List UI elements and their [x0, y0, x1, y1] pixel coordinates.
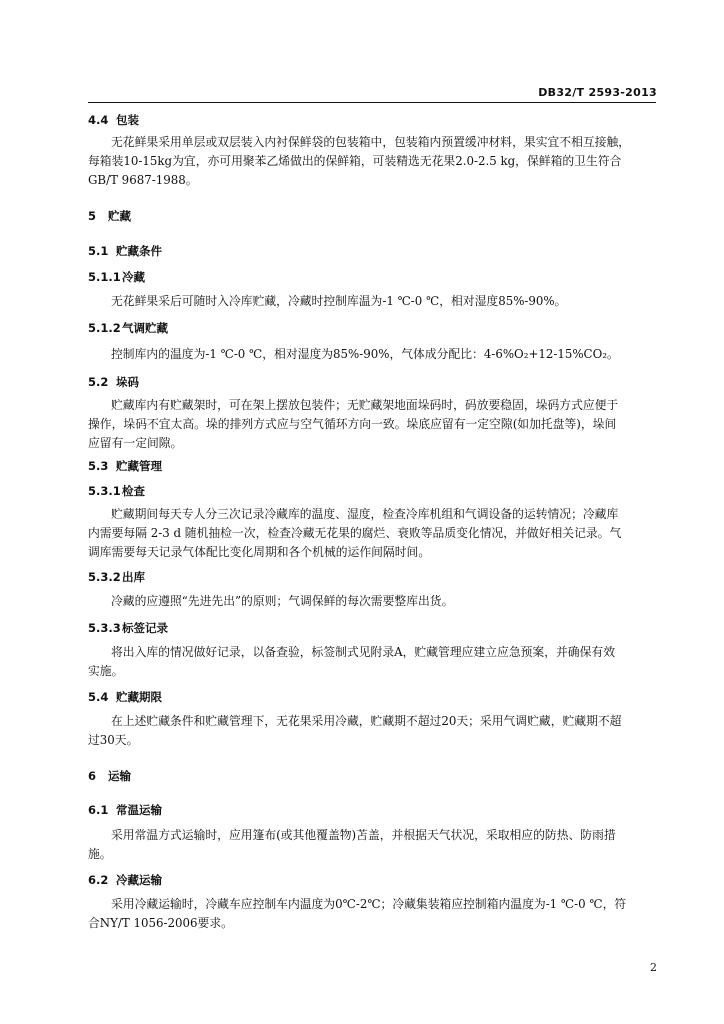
paragraph-controlled-atmosphere: 控制库内的温度为-1 ℃-0 ℃，相对湿度为85%-90%，气体成分配比：4-6%O₂+12-15%CO₂。: [111, 347, 619, 361]
document-code: DB32/T 2593-2013: [538, 86, 657, 99]
heading-5: 5 贮藏: [88, 209, 131, 223]
heading-5-3-2: 5.3.2出库: [88, 570, 145, 584]
heading-5-1: 5.1 贮藏条件: [88, 244, 162, 258]
heading-6: 6 运输: [88, 769, 131, 783]
heading-5-4: 5.4 贮藏期限: [88, 690, 162, 704]
paragraph-outbound: 冷藏的应遵照“先进先出”的原则；气调保鲜的每次需要整库出货。: [111, 594, 454, 608]
heading-5-3-3: 5.3.3标签记录: [88, 621, 168, 635]
paragraph-label-record: 将出入库的情况做好记录，以备查验，标签制式见附录A，贮藏管理应建立应急预案，并确保有效 实施。: [88, 645, 615, 678]
page-number: 2: [650, 961, 657, 974]
heading-5-1-1: 5.1.1冷藏: [88, 270, 145, 284]
heading-6-2: 6.2 冷藏运输: [88, 873, 162, 887]
heading-5-2: 5.2 垛码: [88, 375, 139, 389]
paragraph-cold-transport: 采用冷藏运输时，冷藏车应控制车内温度为0℃-2℃；冷藏集装箱应控制箱内温度为-1 ℃-0 ℃，符 合NY/T 1056-2006要求。: [88, 897, 627, 930]
heading-5-1-2: 5.1.2气调贮藏: [88, 321, 168, 335]
heading-5-3-1: 5.3.1检查: [88, 484, 145, 498]
paragraph-normal-transport: 采用常温方式运输时，应用篷布(或其他覆盖物)苫盖，并根据天气状况，采取相应的防热、防雨措 施。: [88, 828, 616, 861]
paragraph-cold-storage: 无花鲜果采后可随时入冷库贮藏，冷藏时控制库温为-1 ℃-0 ℃，相对湿度85%-90%。: [111, 294, 567, 308]
header-divider: [88, 102, 656, 103]
paragraph-stacking: 贮藏库内有贮藏架时，可在架上摆放包装件；无贮藏架地面垛码时，码放要稳固，垛码方式应便于 操作，垛码不宜太高。垛的排列方式应与空气循环方向一致。垛底应留有一定空隙(如加托盘等)，垛间 应留有一定间隙。: [88, 398, 619, 450]
paragraph-storage-period: 在上述贮藏条件和贮藏管理下，无花果采用冷藏，贮藏期不超过20天；采用气调贮藏，贮藏期不超 过30天。: [88, 714, 622, 747]
heading-6-1: 6.1 常温运输: [88, 803, 162, 817]
heading-5-3: 5.3 贮藏管理: [88, 459, 162, 473]
paragraph-packaging: 无花鲜果采用单层或双层装入内衬保鲜袋的包装箱中，包装箱内预置缓冲材料，果实宜不相互接触， 每箱装10-15kg为宜，亦可用聚苯乙烯做出的保鲜箱，可装精选无花果2.0-2.5 kg，保鲜箱的卫生符合 GB/T 9687-1988。: [88, 135, 631, 187]
heading-4-4: 4.4 包装: [88, 113, 139, 127]
paragraph-inspection: 贮藏期间每天专人分三次记录冷藏库的温度、湿度，检查冷库机组和气调设备的运转情况；冷藏库 内需要每隔 2-3 d 随机抽检一次，检查冷藏无花果的腐烂、衰败等品质变化情况，并做好相关记录。气 调库需要每天记录气体配比变化周期和各个机械的运作间隔时间。: [88, 507, 622, 559]
